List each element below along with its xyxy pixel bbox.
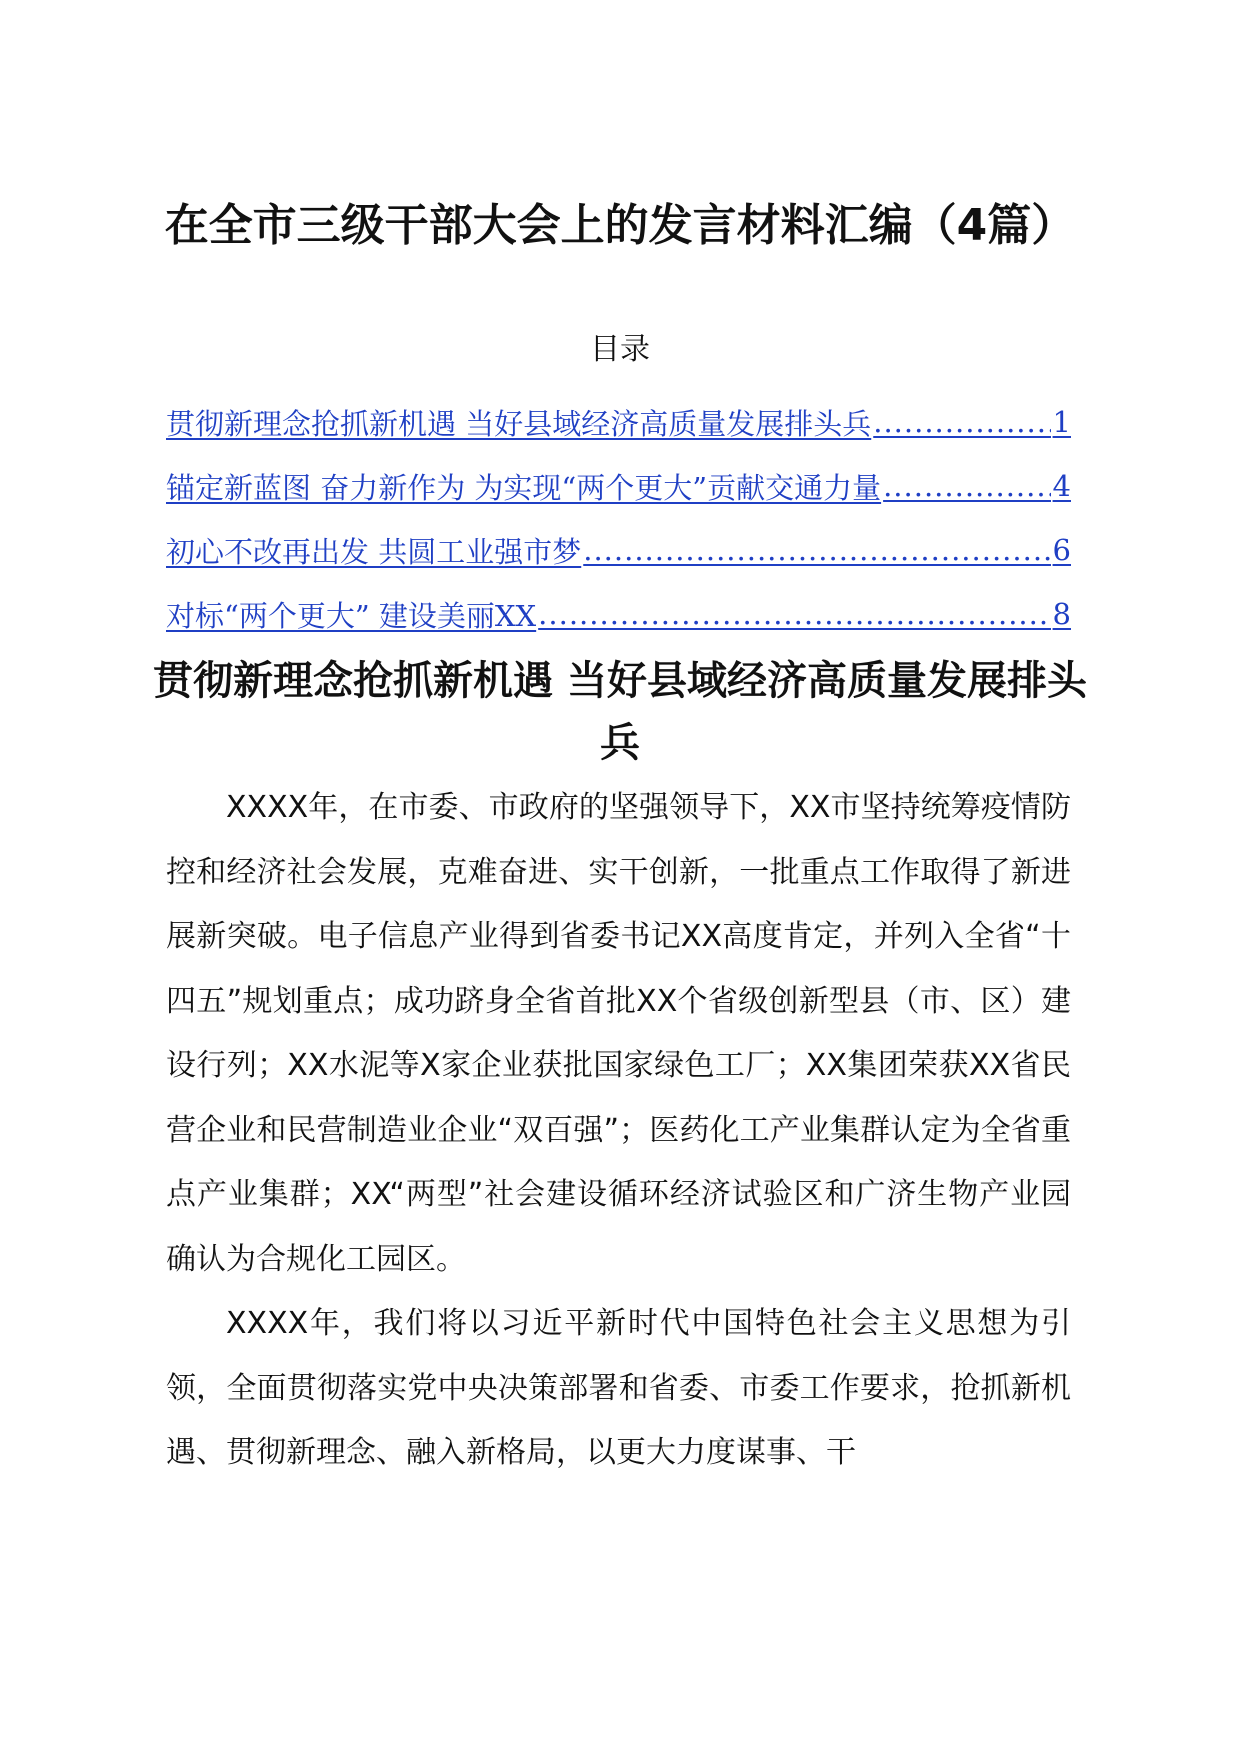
toc-item-page: 6 [1052, 533, 1071, 567]
section-body [166, 776, 1071, 1486]
toc-item[interactable] [166, 582, 1071, 646]
toc-dot-leader [583, 533, 1050, 567]
table-of-contents [166, 390, 1071, 646]
toc-dot-leader [538, 597, 1050, 631]
toc-dot-leader [873, 405, 1050, 439]
toc-item[interactable] [166, 390, 1071, 454]
toc-item-page: 8 [1052, 597, 1071, 631]
toc-item-title: 锚定新蓝图 奋力新作为 为实现“两个更大”贡献交通力量 [166, 470, 882, 505]
toc-dot-leader [883, 469, 1050, 503]
toc-item-title: 对标“两个更大” 建设美丽XX [166, 598, 537, 633]
body-paragraph: XXXX年，在市委、市政府的坚强领导下，XX市坚持统筹疫情防控和经济社会发展，克难奋进、实干创新，一批重点工作取得了新进展新突破。电子信息产业得到省委书记XX高度肯定，并列入全省“十四五”规划重点；成功跻身全省首批XX个省级创新型县（市、区）建设行列；XX水泥等X家企业获批国家绿色工厂；XX集团荣获XX省民营企业和民营制造业企业“双百强”；医药化工产业集群认定为全省重点产业集群；XX“两型”社会建设循环经济试验区和广济生物产业园确认为合规化工园区。 [166, 790, 1071, 1277]
toc-item[interactable] [166, 518, 1071, 582]
toc-item[interactable] [166, 454, 1071, 518]
toc-item-title: 初心不改再出发 共圆工业强市梦 [166, 534, 582, 569]
toc-item-page: 4 [1052, 469, 1071, 503]
toc-item-page: 1 [1052, 405, 1071, 439]
toc-heading: 目录 [590, 332, 650, 367]
toc-item-title: 贯彻新理念抢抓新机遇 当好县域经济高质量发展排头兵 [166, 406, 872, 441]
section-title: 贯彻新理念抢抓新机遇 当好县域经济高质量发展排头兵 [153, 658, 1087, 766]
document-title: 在全市三级干部大会上的发言材料汇编（4篇） [164, 200, 1076, 251]
body-paragraph: XXXX年，我们将以习近平新时代中国特色社会主义思想为引领，全面贯彻落实党中央决策部署和省委、市委工作要求，抢抓新机遇、贯彻新理念、融入新格局，以更大力度谋事、干 [166, 1306, 1071, 1470]
